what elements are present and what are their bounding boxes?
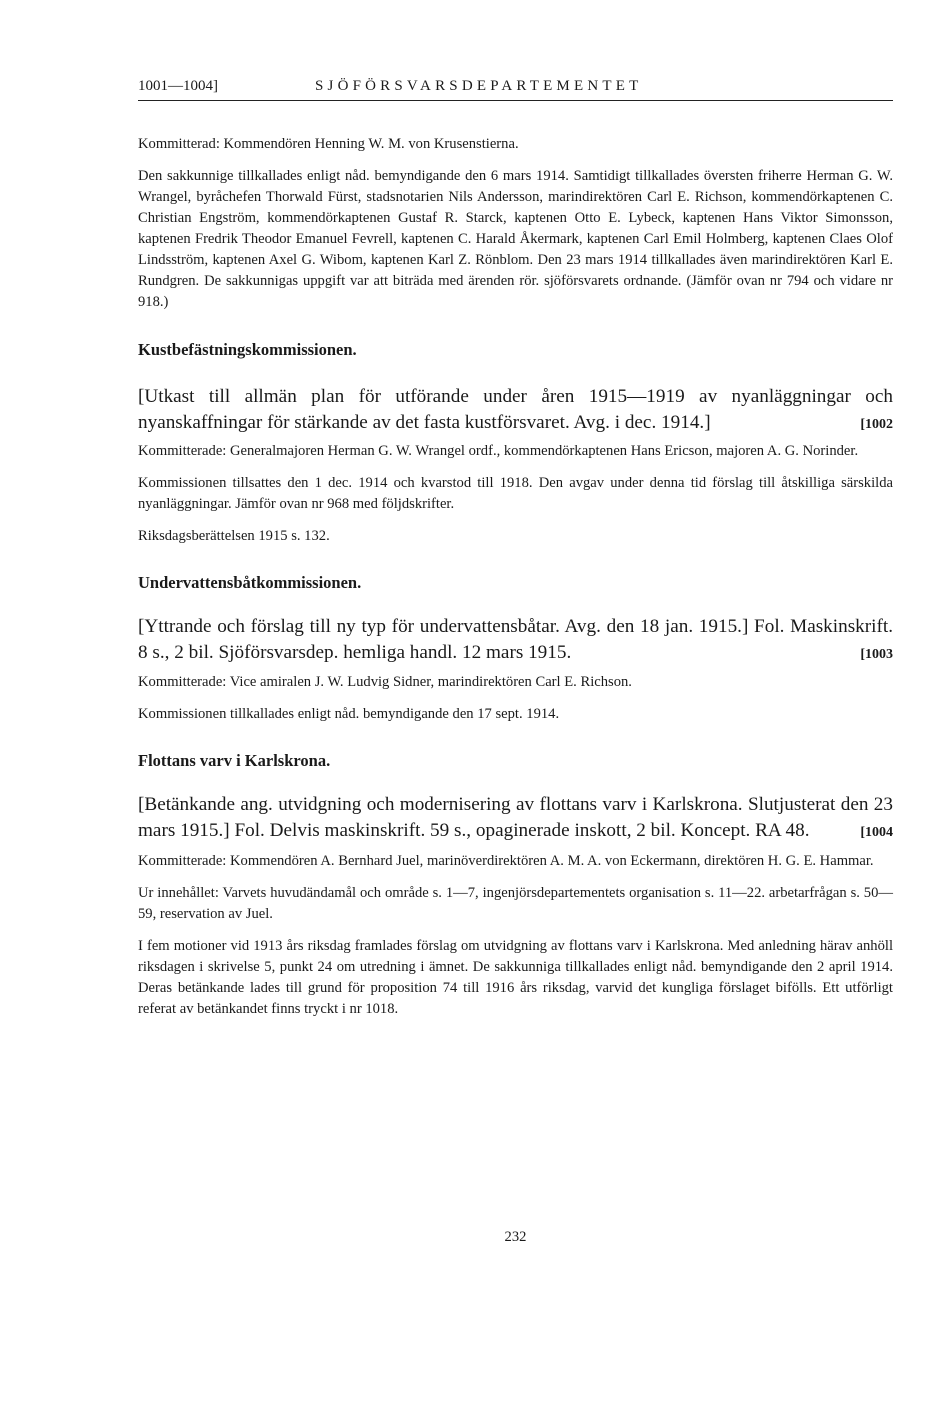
paragraph: Riksdagsberättelsen 1915 s. 132. <box>138 528 330 544</box>
intro-kommitterad: Kommitterad: Kommendören Henning W. M. von Krusenstierna. <box>138 136 519 152</box>
book-page <box>138 76 893 1245</box>
entry-title-block <box>138 614 893 665</box>
entry-range: 1001—1004] <box>138 78 218 94</box>
entry-title: [Yttrande och förslag till ny typ för undervattensbåtar. Avg. den 18 jan. 1915.] Fol. Maskinskrift. 8 s., 2 bil. Sjöförsvarsdep. hemliga handl. 12 mars 1915. <box>138 616 893 663</box>
entry-number: [1004 <box>860 825 893 840</box>
running-head <box>138 76 893 101</box>
paragraph: Ur innehållet: Varvets huvudändamål och område s. 1—7, ingenjörsdepartementets organisation s. 11—22. arbetarfrågan s. 50—59, reservation av Juel. <box>138 885 893 922</box>
section-heading: Undervattensbåtkommissionen. <box>138 573 362 592</box>
page-number: 232 <box>504 1229 527 1245</box>
entry-title-block <box>138 384 893 435</box>
entry-title: [Betänkande ang. utvidgning och modernisering av flottans varv i Karlskrona. Slutjusterat den 23 mars 1915.] Fol. Delvis maskinskrift. 59 s., opaginerade inskott, 2 bil. Koncept. RA 48. <box>138 794 893 841</box>
paragraph: Kommissionen tillsattes den 1 dec. 1914 och kvarstod till 1918. Den avgav under denna tid förslag till åtskilliga särskilda nyanläggningar. Jämför ovan nr 968 med följdskrifter. <box>138 475 893 512</box>
paragraph: I fem motioner vid 1913 års riksdag framlades förslag om utvidgning av flottans varv i Karlskrona. Med anledning härav anhöll riksdagen i skrivelse 5, punkt 24 om utredning i ämnet. De sakkunniga tillkallades enligt nåd. bemyndigande den 2 april 1914. Deras betänkande lades till grund för proposition 74 till 1916 års riksdag, varvid det kungliga förslaget bifölls. Ett utförligt referat av betänkandet finns tryckt i nr 1018. <box>138 938 893 1017</box>
entry-title: [Utkast till allmän plan för utförande under åren 1915—1919 av nyanläggningar och nyanskaffningar för stärkande av det fasta kustförsvaret. Avg. i dec. 1914.] <box>138 386 893 433</box>
entry-number: [1002 <box>860 417 893 432</box>
intro-paragraph: Den sakkunnige tillkallades enligt nåd. bemyndigande den 6 mars 1914. Samtidigt tillkallades översten friherre Herman G. W. Wrangel, byråchefen Thorwald Fürst, stadsnotarien Nils Andersson, marindirektören Carl E. Richson, kommendörkaptenen C. Christian Engström, kommendörkaptenen Gustaf R. Starck, kaptenen Otto E. Lybeck, kaptenen Hans Viktor Simonsson, kaptenen Fredrik Theodor Emanuel Fevrell, kaptenen C. Harald Åkermark, kaptenen Carl Emil Holmberg, kaptenen Claes Olof Lindsström, kaptenen Axel G. Wibom, kaptenen Karl Z. Rönblom. Den 23 mars 1914 tillkallades även marindirektören Karl E. Rundgren. De sakkunnigas uppgift var att biträda med ärenden rör. sjöförsvarets ordnande. (Jämför ovan nr 794 och vidare nr 918.) <box>138 168 893 310</box>
entry-title-block <box>138 792 893 843</box>
section-heading: Kustbefästningskommissionen. <box>138 340 357 359</box>
kommitterade: Kommitterade: Generalmajoren Herman G. W. Wrangel ordf., kommendörkaptenen Hans Ericson, majoren A. G. Norinder. <box>138 443 859 459</box>
kommitterade: Kommitterade: Vice amiralen J. W. Ludvig Sidner, marindirektören Carl E. Richson. <box>138 674 632 690</box>
paragraph: Kommissionen tillkallades enligt nåd. bemyndigande den 17 sept. 1914. <box>138 706 560 722</box>
kommitterade: Kommitterade: Kommendören A. Bernhard Juel, marinöverdirektören A. M. A. von Eckermann, direktören H. G. E. Hammar. <box>138 853 874 869</box>
entry-number: [1003 <box>860 647 893 662</box>
department-title: SJÖFÖRSVARSDEPARTEMENTET <box>315 78 643 94</box>
section-heading: Flottans varv i Karlskrona. <box>138 751 331 770</box>
